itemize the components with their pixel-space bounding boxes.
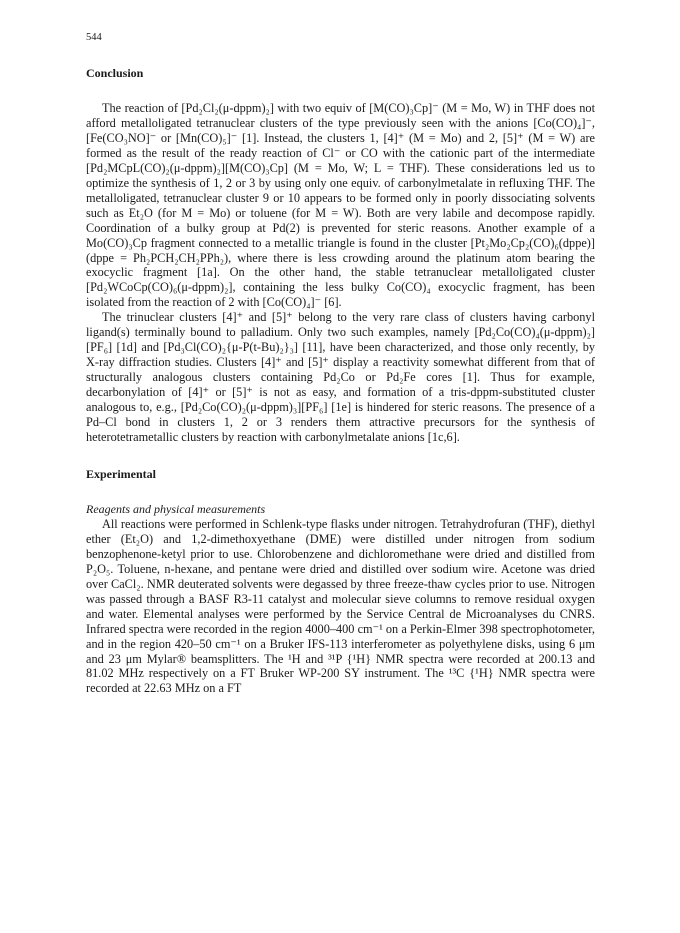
conclusion-heading: Conclusion (86, 66, 144, 80)
page-number: 544 (86, 32, 102, 43)
experimental-paragraph: All reactions were performed in Schlenk-type flasks under nitrogen. Tetrahydrofuran (THF), diethyl ether (Et₂O) and 1,2-dimethoxyethane (DME) were distilled under nitrogen from sodium benzophenone-ketyl prior to use. Chlorobenzene and dichloromethane were dried and distilled from P₂O₅. Toluene, n-hexane, and pentane were dried and distilled over sodium wire. Acetone was dried over CaCl₂. NMR deuterated solvents were degassed by three freeze-thaw cycles prior to use. Nitrogen was passed through a BASF R3-11 catalyst and molecular sieve columns to remove residual oxygen and water. Elemental analyses were performed by the Service Central de Microanalyses du CNRS. Infrared spectra were recorded in the region 4000–400 cm⁻¹ on a Perkin-Elmer 398 spectrophotometer, and in the region 420–50 cm⁻¹ on a Bruker IFS-113 interferometer as polyethylene disks, using 6 μm and 23 μm Mylar® beamsplitters. The ¹H and ³¹P {¹H} NMR spectra were recorded at 200.13 and 81.02 MHz respectively on a FT Bruker WP-200 SY instrument. The ¹³C {¹H} NMR spectra were recorded at 22.63 MHz on a FT (86, 516, 595, 696)
conclusion-paragraph-2: The trinuclear clusters [4]⁺ and [5]⁺ belong to the very rare class of clusters having carbonyl ligand(s) terminally bound to palladium. Only two such examples, namely [Pd₂Co(CO)₄(μ-dppm)₂][PF₆] [1d] and [Pd₃Cl(CO)₂{μ-P(t-Bu)₂}₃] [11], have been characterized, and those only recently, by X-ray diffraction studies. Clusters [4]⁺ and [5]⁺ display a reactivity somewhat different from that of structurally analogous clusters containing Pd₂Co or Pd₂Fe cores [1]. Thus for example, decarbonylation of [4]⁺ or [5]⁺ is not as easy, and formation of a tris-dppm-substituted cluster analogous to, e.g., [Pd₂Co(CO)₂(μ-dppm)₃][PF₆] [1e] is hindered for steric reasons. The presence of a Pd–Cl bond in clusters 1, 2 or 3 renders them attractive precursors for the synthesis of heterotetrametallic clusters by reaction with carbonylmetalate anions [1c,6]. (86, 310, 595, 444)
text-column (86, 66, 595, 696)
conclusion-paragraph-1: The reaction of [Pd₂Cl₂(μ-dppm)₂] with two equiv of [M(CO)₃Cp]⁻ (M = Mo, W) in THF does not afford metalloligated tetranuclear clusters of the type previously seen with the anions [Co(CO)₄]⁻, [Fe(CO₃NO]⁻ or [Mn(CO)₅]⁻ [1]. Instead, the clusters 1, [4]⁺ (M = Mo) and 2, [5]⁺ (M = W) are formed as the result of the ready reaction of Cl⁻ or CO with the cationic part of the intermediate [Pd₂MCpL(CO)₂(μ-dppm)₂][M(CO)₃Cp] (M = Mo, W; L = THF). These considerations led us to optimize the synthesis of 1, 2 or 3 by using only one equiv. of carbonylmetalate in refluxing THF. The metalloligated, tetranuclear cluster 9 or 10 appears to be formed only in poorly dissociating solvents such as Et₂O (for M = Mo) or toluene (for M = W). Both are very labile and decompose rapidly. Coordination of a bulky group at Pd(2) is prevented for steric reasons. Another example of a Mo(CO)₃Cp fragment connected to a metallic triangle is found in the cluster [Pt₂Mo₂Cp₂(CO)₆(dppe)] (dppe = Ph₂PCH₂CH₂PPh₂), where there is less crowding around the platinum atom bearing the exocyclic fragment [1a]. On the other hand, the stable tetranuclear metalloligated cluster [Pd₂WCoCp(CO)₆(μ-dppm)₂], containing the less bulky Co(CO)₄ exocyclic fragment, has been isolated from the reaction of 2 with [Co(CO)₄]⁻ [6]. (86, 101, 595, 310)
experimental-heading: Experimental (86, 466, 156, 481)
reagents-subheading: Reagents and physical measurements (86, 501, 266, 516)
